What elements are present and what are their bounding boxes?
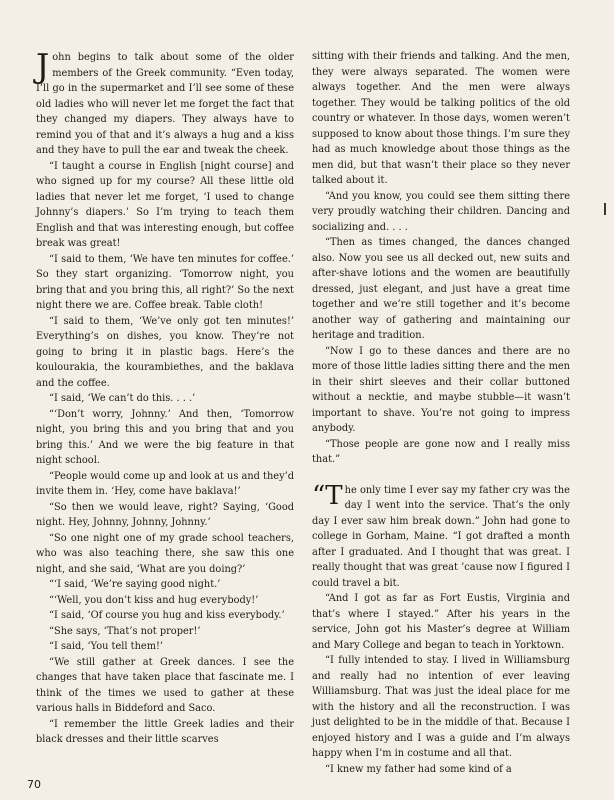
drop-cap: J [36, 46, 50, 85]
paragraph: “‘Well, you don’t kiss and hug everybody!’ [49, 594, 259, 606]
right-column [312, 49, 570, 777]
paragraph: “I said, ‘You tell them!’ [49, 641, 164, 652]
section-opening-paragraph [312, 480, 570, 592]
paragraph: “People would come up and look at us and they’d invite them in. ‘Hey, come have baklava!’ [36, 470, 294, 497]
continued-paragraph: sitting with their friends and talking. And the men, they were always separated. The women were always together. And the men were always together. They would be talking politics of the old country or whatever. In those days, women weren’t supposed to know about those things. I’m sure they had as much knowledge about those things as the men did, but that wasn’t their place so they never talked about it. [312, 51, 570, 186]
paragraph: “And you know, you could see them sitting there very proudly watching their children. Dancing and socializing and. . . . [312, 190, 570, 233]
left-column [36, 46, 294, 748]
paragraph: “I taught a course in English [night course] and who signed up for my course? All these little old ladies that never let me forget, ‘I used to change Johnny’s diapers.’ So I’m trying to teach them English and that was interesting enough, but coffee break was great! [36, 160, 294, 249]
paragraph: “She says, ‘That’s not proper!’ [49, 625, 201, 637]
paragraph: “‘Don’t worry, Johnny.’ And then, ‘Tomorrow night, you bring this and you bring that and you bring this.’ And we were the big feature in that night school. [36, 408, 294, 466]
paragraph: “I said, ‘We can’t do this. . . .’ [49, 393, 196, 404]
opening-paragraph [36, 46, 294, 159]
paragraph: “So one night one of my grade school teachers, who was also teaching there, she saw this one night, and she said, ‘What are you doing?’ [36, 532, 294, 575]
paragraph: “Now I go to these dances and there are no more of those little ladies sitting there and the men in their shirt sleeves and their collar buttoned without a necktie, and maybe stubble—it wasn’t important to shave. You’re not going to impress anybody. [312, 345, 570, 434]
paragraph: “Then as times changed, the dances changed also. Now you see us all decked out, new suits and after-shave lotions and the women are beautifully dressed, just elegant, and just have a great time together and we’re still together and it’s become another way of gathering and maintaining our heritage and tradition. [312, 237, 570, 341]
paragraph: “I said, ‘Of course you hug and kiss everybody.’ [49, 610, 285, 621]
paragraph: “I said to them, ‘We have ten minutes for coffee.’ So they start organizing. ‘Tomorrow night, you bring that and you bring this, all right?’ So the next night there we are. Coffee break. Table cloth! [36, 253, 294, 311]
paragraph: “‘I said, ‘We’re saying good night.’ [49, 579, 221, 590]
paragraph: “I knew my father had some kind of a [325, 763, 512, 775]
section-opening-text: he only time I ever say my father cry was the day I went into the service. That’s the only day I ever saw him break down.” John had gone to college in Gorham, Maine. “I got drafted a month after I graduated. And I thought that was great. I really thought that was great ’cause now I figured I could travel a bit. [312, 484, 570, 589]
paragraph: “I fully intended to stay. I lived in Williamsburg and really had no intention of ever leaving Williamsburg. That was just the ideal place for me with the history and all the reconstruction. I was just delighted to be in the middle of that. Because I enjoyed history and I was a guide and I’m always happy when I’m in costume and all that. [312, 655, 570, 759]
page-edge-mark [604, 203, 606, 215]
page-number: 70 [27, 778, 41, 791]
paragraph: “I remember the little Greek ladies and their black dresses and their little scarves [36, 718, 294, 745]
drop-cap: “T [312, 480, 343, 511]
paragraph: “We still gather at Greek dances. I see the changes that have taken place that fascinate me. I think of the times we used to gather at these various halls in Biddeford and Saco. [36, 656, 294, 714]
paragraph: “I said to them, ‘We’ve only got ten minutes!’ Everything’s on dishes, you know. They’re not going to bring it in plastic bags. Here’s the koulourakia, the kourambiethes, and the baklava and the coffee. [36, 315, 294, 389]
paragraph: “So then we would leave, right? Saying, ‘Good night. Hey, Johnny, Johnny, Johnny.’ [36, 501, 294, 528]
section-break [312, 468, 570, 483]
paragraph: “Those people are gone now and I really miss that.” [312, 438, 570, 465]
paragraph: “And I got as far as Fort Eustis, Virginia and that’s where I stayed.” After his years in the service, John got his Master’s degree at William and Mary College and began to teach in Yorktown. [312, 593, 570, 651]
opening-text: ohn begins to talk about some of the older members of the Greek community. “Even today, I’ll go in the supermarket and I’ll see some of these old ladies who will never let me forget the fact that they changed my diapers. They always have to remind you of that and it’s always a hug and a kiss and they have to pull the ear and tweak the cheek. [36, 52, 294, 156]
